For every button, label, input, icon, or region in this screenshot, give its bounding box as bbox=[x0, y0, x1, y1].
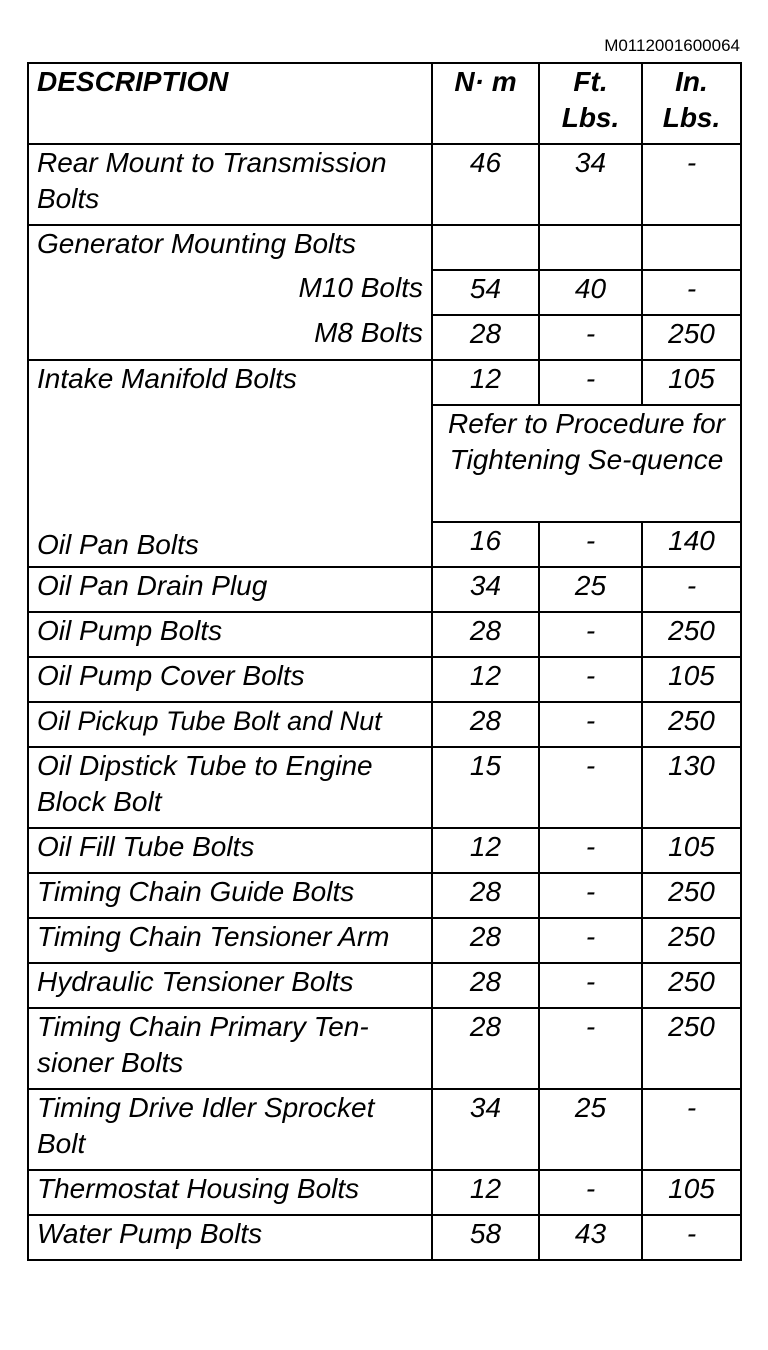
torque-spec-table bbox=[27, 62, 742, 1261]
row-ftlbs: - bbox=[539, 522, 642, 567]
row-description: Oil Pan Drain Plug bbox=[28, 567, 432, 612]
table-row bbox=[28, 873, 741, 918]
row-nm: 28 bbox=[432, 702, 539, 747]
table-row bbox=[28, 828, 741, 873]
row-description: Oil Pickup Tube Bolt and Nut bbox=[28, 702, 432, 747]
row-nm: 58 bbox=[432, 1215, 539, 1260]
row-inlbs: 250 bbox=[642, 918, 741, 963]
row-nm: 28 bbox=[432, 315, 539, 360]
row-inlbs: 250 bbox=[642, 702, 741, 747]
header-ftlbs: Ft. Lbs. bbox=[539, 63, 642, 144]
table-row bbox=[28, 918, 741, 963]
row-description: Timing Chain Guide Bolts bbox=[28, 873, 432, 918]
row-nm: 16 bbox=[432, 522, 539, 567]
row-description: M10 Bolts bbox=[28, 270, 432, 315]
row-inlbs: 250 bbox=[642, 1008, 741, 1089]
row-inlbs: 250 bbox=[642, 963, 741, 1008]
table-row bbox=[28, 567, 741, 612]
row-ftlbs: - bbox=[539, 657, 642, 702]
header-inlbs: In. Lbs. bbox=[642, 63, 741, 144]
oil-pan-bolts-label: Oil Pan Bolts bbox=[37, 529, 199, 560]
row-ftlbs: - bbox=[539, 918, 642, 963]
table-row bbox=[28, 315, 741, 360]
row-description: Rear Mount to Transmission Bolts bbox=[28, 144, 432, 225]
row-inlbs: 250 bbox=[642, 315, 741, 360]
header-description: DESCRIPTION bbox=[28, 63, 432, 144]
row-inlbs: 140 bbox=[642, 522, 741, 567]
row-nm: 12 bbox=[432, 1170, 539, 1215]
row-inlbs: 105 bbox=[642, 828, 741, 873]
row-nm: 28 bbox=[432, 918, 539, 963]
row-nm: 28 bbox=[432, 873, 539, 918]
row-nm: 12 bbox=[432, 657, 539, 702]
row-ftlbs: 34 bbox=[539, 144, 642, 225]
row-ftlbs: - bbox=[539, 360, 642, 405]
table-row bbox=[28, 270, 741, 315]
row-ftlbs: - bbox=[539, 1008, 642, 1089]
row-inlbs: - bbox=[642, 1089, 741, 1170]
table-row bbox=[28, 144, 741, 225]
row-ftlbs: - bbox=[539, 828, 642, 873]
row-inlbs: 250 bbox=[642, 612, 741, 657]
row-description bbox=[28, 360, 432, 567]
row-nm: 34 bbox=[432, 567, 539, 612]
row-nm: 28 bbox=[432, 1008, 539, 1089]
row-description: Water Pump Bolts bbox=[28, 1215, 432, 1260]
header-row bbox=[28, 63, 741, 144]
row-ftlbs: - bbox=[539, 1170, 642, 1215]
row-inlbs: 250 bbox=[642, 873, 741, 918]
table-row bbox=[28, 1089, 741, 1170]
table-row bbox=[28, 747, 741, 828]
row-inlbs: 105 bbox=[642, 657, 741, 702]
header-nm: N· m bbox=[432, 63, 539, 144]
row-inlbs: - bbox=[642, 270, 741, 315]
table-row bbox=[28, 1170, 741, 1215]
row-inlbs: - bbox=[642, 1215, 741, 1260]
row-nm: 28 bbox=[432, 963, 539, 1008]
row-description: Oil Pump Bolts bbox=[28, 612, 432, 657]
row-ftlbs: - bbox=[539, 702, 642, 747]
row-nm: 46 bbox=[432, 144, 539, 225]
row-inlbs: - bbox=[642, 567, 741, 612]
document-code: M0112001600064 bbox=[604, 36, 740, 55]
row-ftlbs: - bbox=[539, 873, 642, 918]
table-row bbox=[28, 360, 741, 405]
table-row bbox=[28, 225, 741, 270]
row-description: Timing Chain Primary Ten-sioner Bolts bbox=[28, 1008, 432, 1089]
row-description: Oil Fill Tube Bolts bbox=[28, 828, 432, 873]
row-nm: 12 bbox=[432, 360, 539, 405]
row-inlbs bbox=[642, 225, 741, 270]
row-ftlbs: - bbox=[539, 612, 642, 657]
row-inlbs: 105 bbox=[642, 1170, 741, 1215]
row-description: Thermostat Housing Bolts bbox=[28, 1170, 432, 1215]
row-ftlbs: 25 bbox=[539, 567, 642, 612]
row-description: Timing Chain Tensioner Arm bbox=[28, 918, 432, 963]
row-ftlbs: - bbox=[539, 315, 642, 360]
row-description: Hydraulic Tensioner Bolts bbox=[28, 963, 432, 1008]
row-ftlbs: - bbox=[539, 963, 642, 1008]
table-row bbox=[28, 612, 741, 657]
row-nm: 15 bbox=[432, 747, 539, 828]
row-nm: 12 bbox=[432, 828, 539, 873]
table-row bbox=[28, 702, 741, 747]
row-ftlbs: 40 bbox=[539, 270, 642, 315]
row-ftlbs: 43 bbox=[539, 1215, 642, 1260]
row-nm: 34 bbox=[432, 1089, 539, 1170]
intake-manifold-label: Intake Manifold Bolts bbox=[37, 363, 297, 394]
table-row bbox=[28, 657, 741, 702]
row-inlbs: 130 bbox=[642, 747, 741, 828]
row-description: Oil Pump Cover Bolts bbox=[28, 657, 432, 702]
row-nm: 28 bbox=[432, 612, 539, 657]
row-description: Timing Drive Idler Sprocket Bolt bbox=[28, 1089, 432, 1170]
table-row bbox=[28, 1008, 741, 1089]
table-row bbox=[28, 1215, 741, 1260]
row-nm bbox=[432, 225, 539, 270]
row-ftlbs: 25 bbox=[539, 1089, 642, 1170]
row-inlbs: 105 bbox=[642, 360, 741, 405]
row-inlbs: - bbox=[642, 144, 741, 225]
procedure-note: Refer to Procedure for Tightening Se-quence bbox=[432, 405, 741, 522]
row-description: Oil Dipstick Tube to Engine Block Bolt bbox=[28, 747, 432, 828]
row-description: Generator Mounting Bolts bbox=[28, 225, 432, 270]
row-ftlbs: - bbox=[539, 747, 642, 828]
row-nm: 54 bbox=[432, 270, 539, 315]
row-ftlbs bbox=[539, 225, 642, 270]
row-description: M8 Bolts bbox=[28, 315, 432, 360]
table-row bbox=[28, 963, 741, 1008]
